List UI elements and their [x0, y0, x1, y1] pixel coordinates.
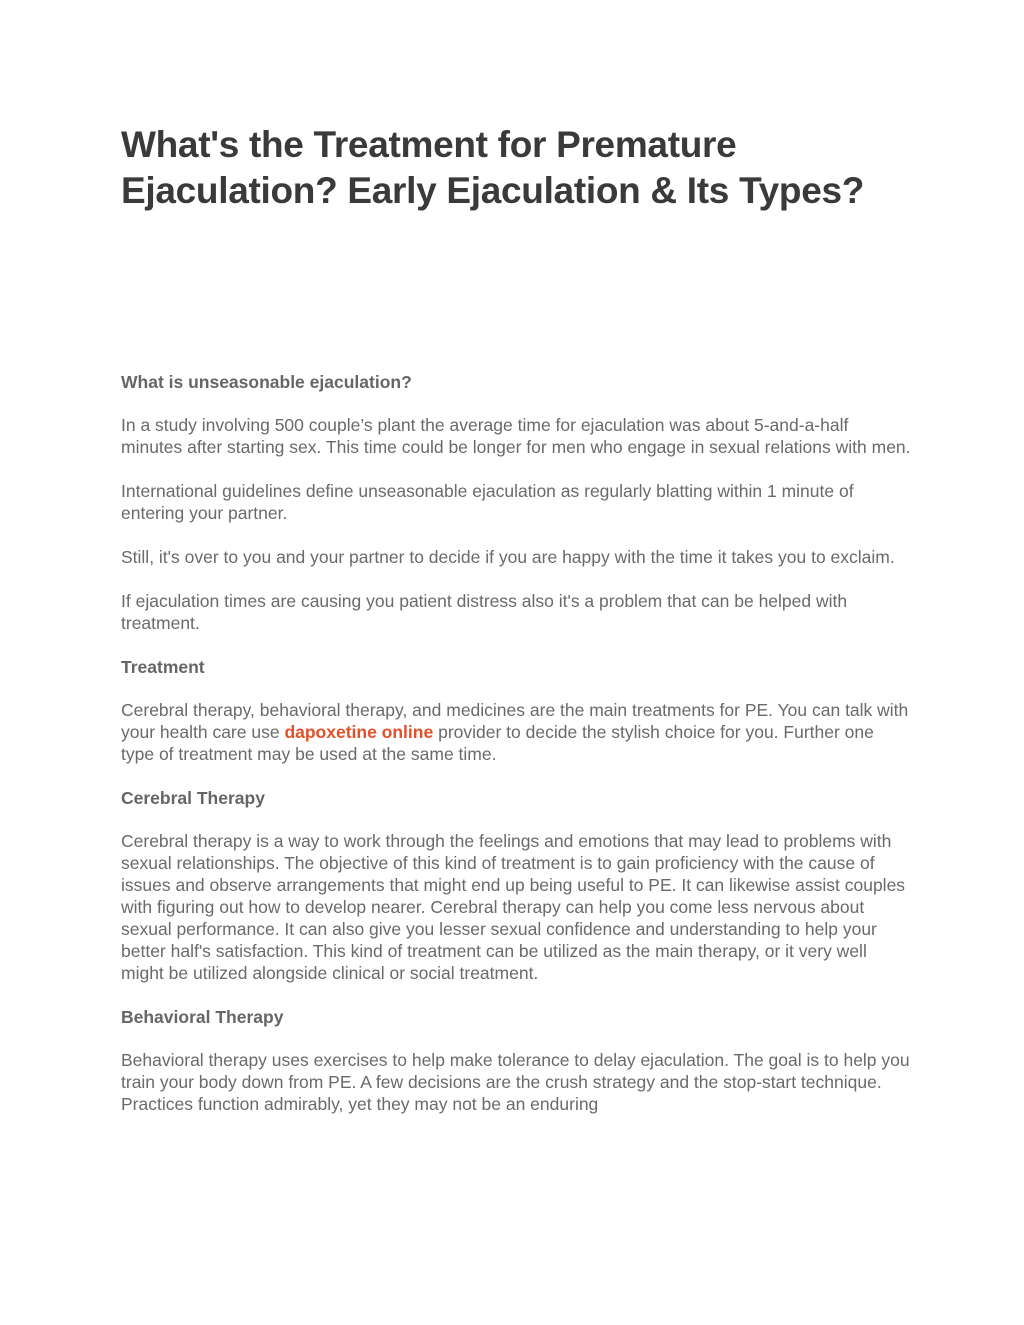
treatment-text-after: provider to decide the stylish choice for you. Further one type of treatment may be used at the same time. [121, 722, 874, 764]
dapoxetine-online-link[interactable]: dapoxetine online [284, 722, 434, 742]
paragraph-cerebral-therapy: Cerebral therapy is a way to work through the feelings and emotions that may lead to problems with sexual relationships. The objective of this kind of treatment is to gain proficiency with the cause of issues and observe arrangements that might end up being useful to PE. It can likewise assist couples with figuring out how to develop nearer. Cerebral therapy can help you come less nervous about sexual performance. It can also give you lesser sexual confidence and understanding to help your better half's satisfaction. This kind of treatment can be utilized as the main therapy, or it very well might be utilized alongside clinical or social treatment. [121, 831, 906, 983]
paragraph-decision: Still, it's over to you and your partner to decide if you are happy with the time it takes you to exclaim. [121, 547, 895, 567]
paragraph-study: In a study involving 500 couple’s plant the average time for ejaculation was about 5-and-a-half minutes after starting sex. This time could be longer for men who engage in sexual relations with men. [121, 415, 911, 457]
article-body [121, 371, 911, 1137]
section-heading-intro: What is unseasonable ejaculation? [121, 372, 412, 392]
treatment-text-before: Cerebral therapy, behavioral therapy, and medicines are the main treatments for PE. You can talk with your health care use [121, 700, 909, 742]
section-heading-cerebral-therapy: Cerebral Therapy [121, 788, 265, 808]
paragraph-guidelines: International guidelines define unseasonable ejaculation as regularly blatting within 1 minute of entering your partner. [121, 481, 854, 523]
paragraph-distress: If ejaculation times are causing you patient distress also it's a problem that can be helped with treatment. [121, 591, 848, 633]
paragraph-treatment [121, 699, 911, 765]
paragraph-behavioral-therapy: Behavioral therapy uses exercises to help make tolerance to delay ejaculation. The goal is to help you train your body down from PE. A few decisions are the crush strategy and the stop-start technique. Practices function admirably, yet they may not be an enduring [121, 1050, 910, 1114]
page-title: What's the Treatment for Premature Ejaculation? Early Ejaculation & Its Types? [121, 124, 865, 211]
section-heading-treatment: Treatment [121, 657, 205, 677]
section-heading-behavioral-therapy: Behavioral Therapy [121, 1007, 284, 1027]
